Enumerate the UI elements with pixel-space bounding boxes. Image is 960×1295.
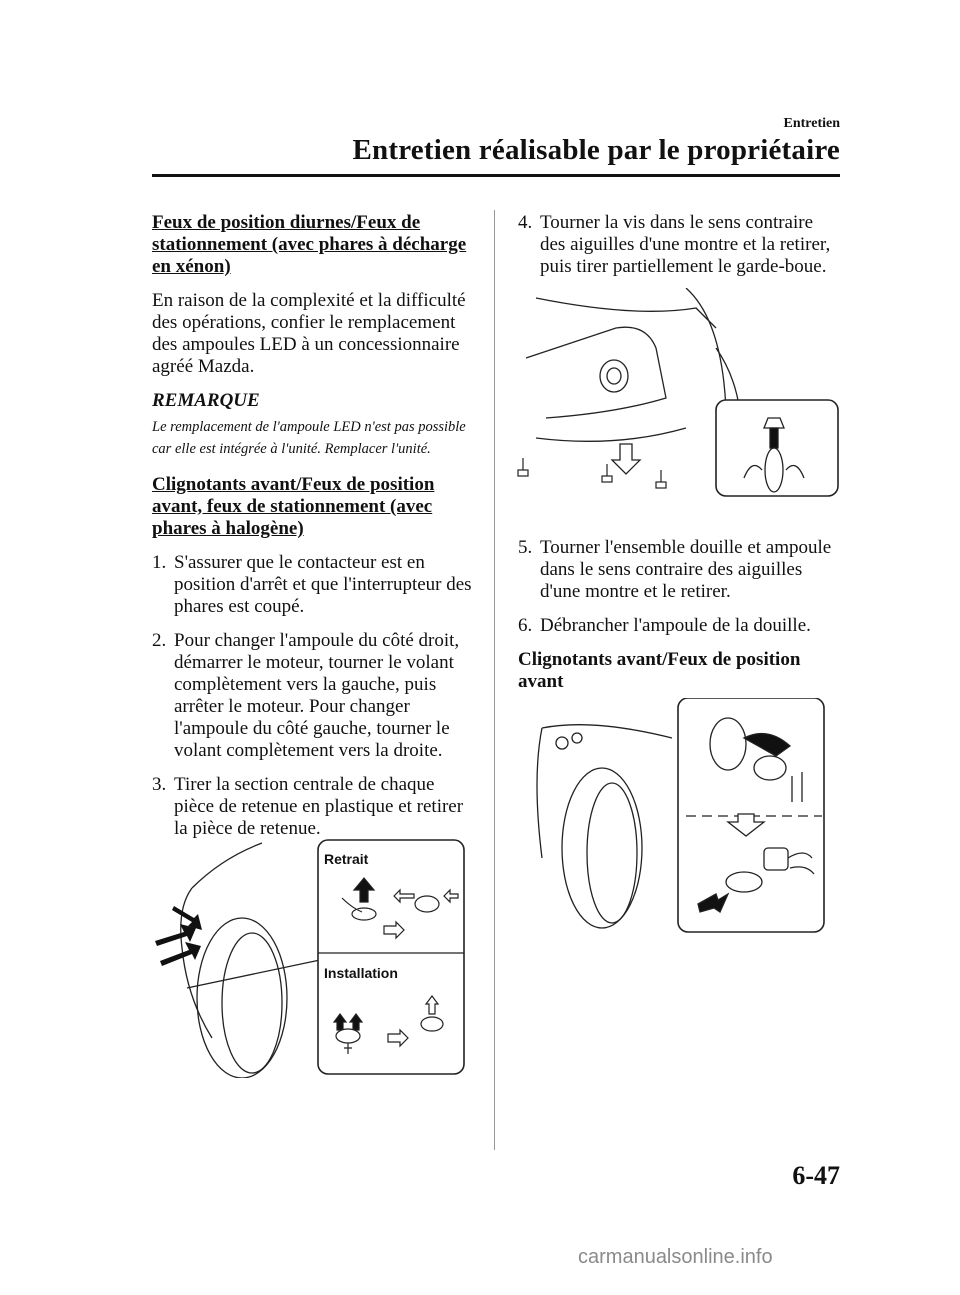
note-title: REMARQUE — [152, 390, 260, 411]
step-number: 3. — [152, 774, 167, 795]
step-text: Pour changer l'ampoule du côté droit, démarrer le moteur, tourner le volant complètement vers la gauche, puis arrêter le moteur. Pour changer l'ampoule du côté gauche, tourner le volant complètement vers la droite. — [174, 630, 460, 761]
step-text: S'assurer que le contacteur est en position d'arrêt et que l'interrupteur des phares est coupé. — [174, 552, 472, 617]
label-retrait: Retrait — [324, 851, 369, 867]
step-item — [518, 537, 840, 603]
step-item — [518, 615, 840, 637]
step-number: 4. — [518, 212, 533, 233]
page-number: 6-47 — [792, 1161, 840, 1190]
screw-icons — [518, 458, 666, 488]
retainer-figure — [152, 838, 466, 1078]
right-column — [518, 212, 840, 290]
headlamp-fender-drawing — [537, 725, 672, 928]
step-text: Tourner la vis dans le sens contraire des aiguilles d'une montre et la retirer, puis tirer partiellement le garde-boue. — [540, 212, 831, 277]
pull-arrows — [155, 906, 202, 966]
bumper-drawing — [526, 288, 742, 478]
step-number: 1. — [152, 552, 167, 573]
heading-drl: Feux de position diurnes/Feux de stationnement (avec phares à décharge en xénon) — [152, 212, 467, 277]
down-arrow — [612, 444, 640, 474]
left-column — [152, 212, 474, 852]
step-number: 5. — [518, 537, 533, 558]
bulb-socket-figure — [532, 698, 826, 934]
mudguard-figure — [516, 288, 840, 498]
fender-drawing — [181, 843, 320, 1078]
right-column-lower — [518, 537, 840, 701]
note-text: Le remplacement de l'ampoule LED n'est pas possible car elle est intégrée à l'unité. Remplacer l'unité. — [152, 419, 466, 457]
heading-turn-signals: Clignotants avant/Feux de position avant, feux de stationnement (avec phares à halogène) — [152, 474, 435, 539]
heading-front-signals: Clignotants avant/Feux de position avant — [518, 649, 801, 692]
step-text: Tirer la section centrale de chaque pièce de retenue en plastique et retirer la pièce de retenue. — [174, 774, 464, 839]
step-text: Débrancher l'ampoule de la douille. — [540, 615, 811, 636]
label-installation: Installation — [324, 965, 398, 981]
header-rule — [152, 174, 840, 177]
page-title: Entretien réalisable par le propriétaire — [352, 134, 840, 166]
step-text: Tourner l'ensemble douille et ampoule dans le sens contraire des aiguilles d'une montre et le retirer. — [540, 537, 832, 602]
column-divider — [494, 210, 495, 1150]
step-item — [152, 552, 474, 618]
step-item — [518, 212, 840, 278]
step-number: 2. — [152, 630, 167, 651]
step-item — [152, 630, 474, 762]
watermark: carmanualsonline.info — [578, 1246, 773, 1268]
step-item — [152, 774, 474, 840]
paragraph-led: En raison de la complexité et la difficulté des opérations, confier le remplacement des ampoules LED à un concessionnaire agréé Mazda. — [152, 290, 466, 377]
step-number: 6. — [518, 615, 533, 636]
section-label: Entretien — [783, 116, 840, 131]
